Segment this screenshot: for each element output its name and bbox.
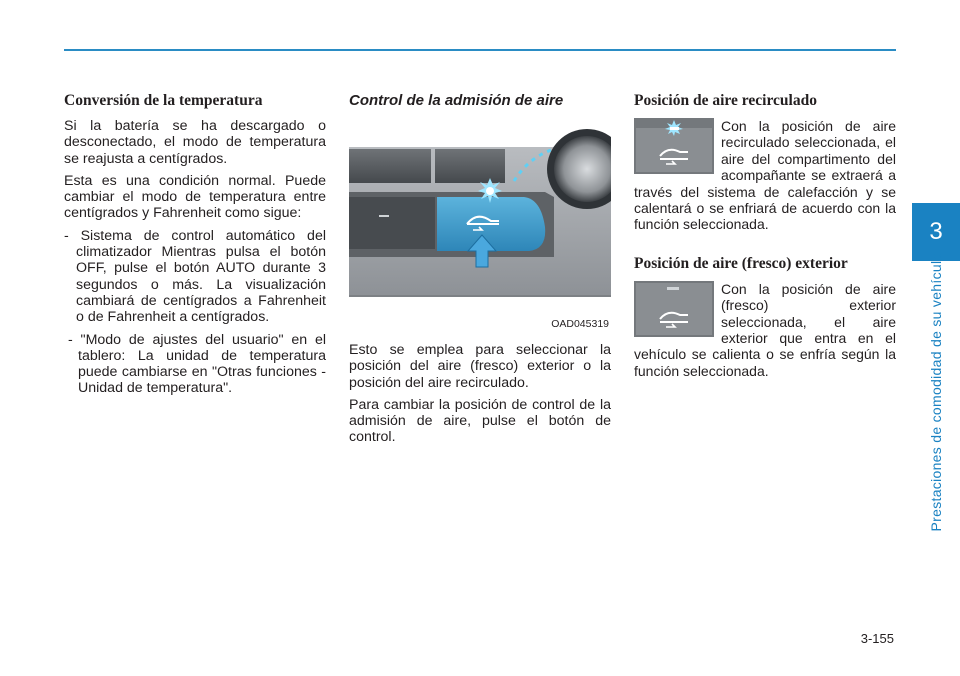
paragraph: Esta es una condición normal. Puede cambiar el modo de temperatura entre centígrados y Fahrenheit como sigue: <box>64 172 326 222</box>
chapter-title: Prestaciones de comodidad de su vehículo <box>928 252 944 532</box>
outside-air-text: Con la posición de aire (fresco) exterior seleccionada, el aire exterior que entra en el vehículo se calienta o se enfría según la función seleccionada. <box>634 280 896 379</box>
climate-panel-illustration <box>349 117 611 332</box>
bullet-item: - Sistema de control automático del climatizador Mientras pulsa el botón OFF, pulse el botón AUTO durante 3 segundos o más. La visualización cambiará de centígrados a Fahrenheit o de Fahrenheit a centígrados. <box>64 227 326 326</box>
column-temperature-conversion <box>64 92 326 403</box>
heading-air-intake-control: Control de la admisión de aire <box>349 92 564 109</box>
section-recirculated-air <box>634 118 896 233</box>
column-air-positions <box>634 92 896 379</box>
paragraph: Si la batería se ha descargado o desconectado, el modo de temperatura se reajusta a centígrados. <box>64 118 326 167</box>
heading-temperature-conversion: Conversión de la temperatura <box>64 92 263 109</box>
section-outside-air <box>634 281 896 379</box>
recirculation-button-image <box>634 118 714 174</box>
paragraph: Esto se emplea para seleccionar la posición del aire (fresco) exterior o la posición del aire recirculado. <box>349 342 611 391</box>
heading-recirculated-air: Posición de aire recirculado <box>634 92 817 109</box>
heading-outside-air: Posición de aire (fresco) exterior <box>634 254 848 272</box>
paragraph: Para cambiar la posición de control de la admisión de aire, pulse el botón de control. <box>349 396 611 446</box>
chapter-number: 3 <box>929 218 943 245</box>
figure-code: OAD045319 <box>551 318 609 330</box>
figure-air-intake-button <box>349 117 611 332</box>
column-air-intake-control <box>349 92 611 452</box>
outside-air-button-image <box>634 281 714 337</box>
page-number: 3-155 <box>860 631 894 646</box>
bullet-item: - "Modo de ajustes del usuario" en el tablero: La unidad de temperatura puede cambiarse en "Otras funciones - Unidad de temperatura". <box>68 331 326 397</box>
recirculated-air-text: Con la posición de aire recirculado seleccionada, el aire del compartimento del acompañante se extraerá a través del sistema de calefacción y se calentará o se enfriará de acuerdo con la función seleccionada. <box>634 118 896 233</box>
top-rule <box>64 49 896 51</box>
